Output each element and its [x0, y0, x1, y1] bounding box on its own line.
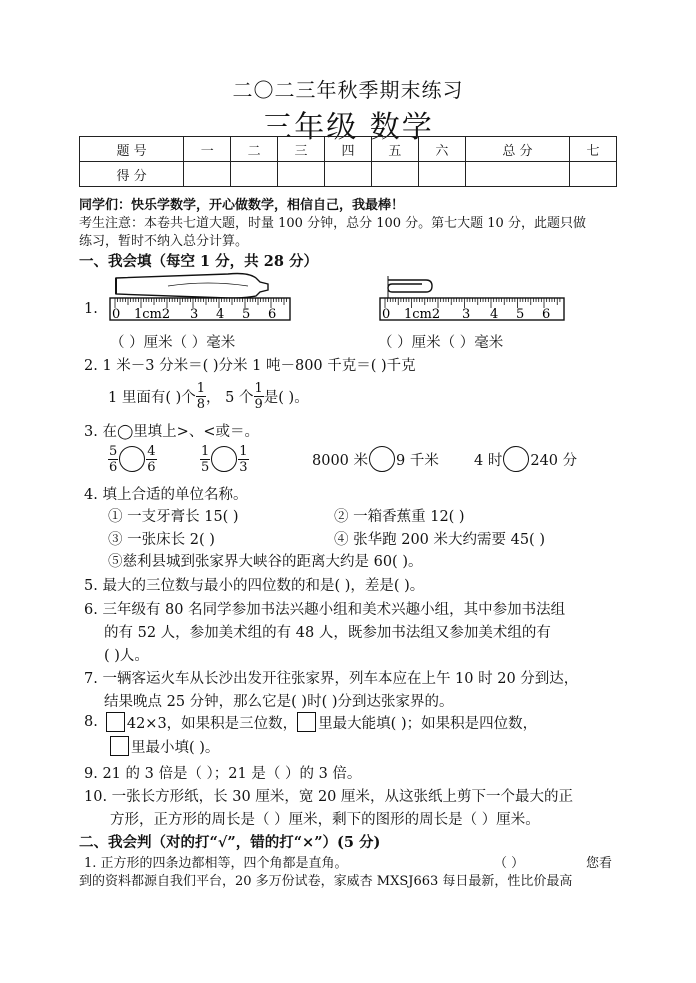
q7-line-2[interactable]: 结果晚点 25 分钟，那么它是( )时( )分到达张家界的。	[104, 694, 454, 710]
q4-item-4[interactable]: ④ 张华跑 200 米大约需要 45( )	[334, 532, 545, 548]
score-table	[79, 136, 617, 187]
score-cell: 二	[231, 137, 278, 162]
judge-q1-tail: 您看	[586, 856, 613, 871]
fraction: $\frac{1}{8}$	[196, 380, 206, 412]
compare-left: 4 时	[474, 452, 503, 469]
q8-text-b: 里最大能填( )；如果积是四位数，	[318, 715, 538, 732]
score-cell: 三	[278, 137, 325, 162]
q3-compare-4	[474, 445, 577, 473]
q1-number: 1.	[84, 301, 98, 317]
score-table-score-row	[80, 162, 617, 187]
score-cell: 题 号	[80, 137, 184, 162]
judge-q1-answer[interactable]: （ ）	[494, 856, 525, 871]
q9-text[interactable]: 9. 21 的 3 倍是（ ）；21 是（ ）的 3 倍。	[84, 766, 362, 782]
fraction: $\frac{4}{6}$	[147, 443, 156, 475]
q2-line-1: 2. 1 米－3 分米＝( )分米 1 吨－800 千克＝( )千克	[84, 358, 416, 374]
q5-text[interactable]: 5. 最大的三位数与最小的四位数的和是( )，差是( )。	[84, 578, 425, 594]
q10-line-1: 10. 一张长方形纸，长 30 厘米，宽 20 厘米，从这张纸上剪下一个最大的正	[84, 789, 574, 805]
section-1-heading: 一、我会填（每空 1 分，共 28 分）	[79, 253, 318, 270]
compare-circle[interactable]	[119, 446, 145, 472]
section-2-heading: 二、我会判（对的打“√”，错的打“×”）(5 分)	[79, 834, 381, 851]
left-ruler-with-toothpaste	[108, 268, 293, 324]
q2-line-2	[108, 378, 309, 414]
judge-q1-text: 1. 正方形的四条边都相等，四个角都是直角。	[84, 856, 348, 871]
ruler-label: 1cm2	[134, 307, 171, 322]
compare-right: 9 千米	[396, 452, 439, 469]
score-cell: 六	[418, 137, 465, 162]
q7-line-1: 7. 一辆客运火车从长沙出发开往张家界，列车本应在上午 10 时 20 分到达，	[84, 671, 579, 687]
digit-box[interactable]	[106, 712, 125, 732]
q6-line-1: 6. 三年级有 80 名同学参加书法兴趣小组和美术兴趣小组，其中参加书法组	[84, 602, 566, 618]
score-input-cell[interactable]	[465, 162, 569, 187]
q4-item-2[interactable]: ② 一箱香蕉重 12( )	[334, 509, 465, 525]
score-cell: 四	[325, 137, 372, 162]
right-ruler-with-paperclip	[378, 268, 568, 324]
ruler-label: 3	[190, 307, 199, 322]
exam-title: 二〇二三年秋季期末练习	[232, 78, 464, 102]
q6-line-2: 的有 52 人，参加美术组的有 48 人，既参加书法组又参加美术组的有	[104, 625, 551, 641]
compare-right: 240 分	[530, 452, 578, 469]
compare-circle[interactable]	[211, 446, 237, 472]
compare-circle[interactable]	[503, 446, 529, 472]
ruler-label: 5	[516, 307, 525, 322]
q8-text-a: 42×3，如果积是三位数，	[126, 715, 298, 732]
digit-box[interactable]	[110, 736, 129, 756]
score-input-cell[interactable]	[278, 162, 325, 187]
q8-line-2	[110, 734, 219, 758]
score-row-label: 得 分	[80, 162, 184, 187]
fraction: $\frac{5}{6}$	[109, 443, 118, 475]
q2-text-a: 1 里面有( )个	[108, 389, 196, 406]
q10-line-2[interactable]: 方形，正方形的周长是（ ）厘米，剩下的图形的周长是（ ）厘米。	[110, 812, 540, 828]
q3-compare-3	[312, 445, 439, 473]
score-table-header-row	[80, 137, 617, 162]
q3-compare-1	[108, 440, 157, 478]
q4-item-3[interactable]: ③ 一张床长 2( )	[108, 532, 215, 548]
q1-left-answer[interactable]: （ ）厘米（ ）毫米	[110, 335, 236, 351]
ruler-label: 1cm2	[404, 307, 441, 322]
q8-text-c: 里最小填( )。	[131, 739, 220, 756]
score-input-cell[interactable]	[184, 162, 231, 187]
ruler-label: 0	[382, 307, 391, 322]
q3-instruction: 3. 在◯里填上>、<或＝。	[84, 424, 259, 440]
ruler-label: 6	[542, 307, 551, 322]
score-cell: 一	[184, 137, 231, 162]
ruler-label: 4	[490, 307, 499, 322]
score-input-cell[interactable]	[570, 162, 617, 187]
exam-subtitle: 三年级 数学	[262, 110, 434, 145]
score-input-cell[interactable]	[231, 162, 278, 187]
score-cell: 五	[371, 137, 418, 162]
ruler-label: 6	[268, 307, 277, 322]
score-input-cell[interactable]	[418, 162, 465, 187]
fraction: $\frac{1}{5}$	[201, 443, 210, 475]
q1-right-answer[interactable]: （ ）厘米（ ）毫米	[378, 335, 504, 351]
compare-circle[interactable]	[369, 446, 395, 472]
fraction: $\frac{1}{9}$	[254, 380, 263, 412]
q4-item-5[interactable]: ⑤慈利县城到张家界大峡谷的距离大约是 60( )。	[108, 554, 423, 570]
digit-box[interactable]	[297, 712, 316, 732]
q2-text-b: 是( )。	[263, 389, 309, 406]
q2-text-sep: ， 5 个	[206, 389, 254, 406]
ruler-label: 5	[242, 307, 251, 322]
compare-left: 8000 米	[312, 452, 369, 469]
ruler-label: 3	[462, 307, 471, 322]
notice-line-1: 考生注意：本卷共七道大题，时量 100 分钟，总分 100 分。第七大题 10 分，此题只做	[79, 216, 586, 231]
q4-instruction: 4. 填上合适的单位名称。	[84, 487, 248, 503]
motto-text: 同学们：快乐学数学，开心做数学，相信自己，我最棒！	[79, 198, 405, 213]
q8-number: 8.	[84, 714, 98, 730]
ruler-label: 0	[112, 307, 121, 322]
score-input-cell[interactable]	[325, 162, 372, 187]
q4-item-1[interactable]: ① 一支牙膏长 15( )	[108, 509, 239, 525]
q3-compare-2	[200, 440, 249, 478]
score-cell: 总 分	[465, 137, 569, 162]
ruler-label: 4	[216, 307, 225, 322]
fraction: $\frac{1}{3}$	[239, 443, 248, 475]
q6-line-3[interactable]: ( )人。	[104, 648, 149, 664]
score-input-cell[interactable]	[371, 162, 418, 187]
q8-line-1	[84, 710, 537, 734]
notice-line-2: 练习，暂时不纳入总分计算。	[79, 234, 249, 249]
score-cell: 七	[570, 137, 617, 162]
footer-notice: 到的资料都源自我们平台，20 多万份试卷，家威杏 MXSJ663 每日最新，性比价最高	[79, 874, 573, 889]
